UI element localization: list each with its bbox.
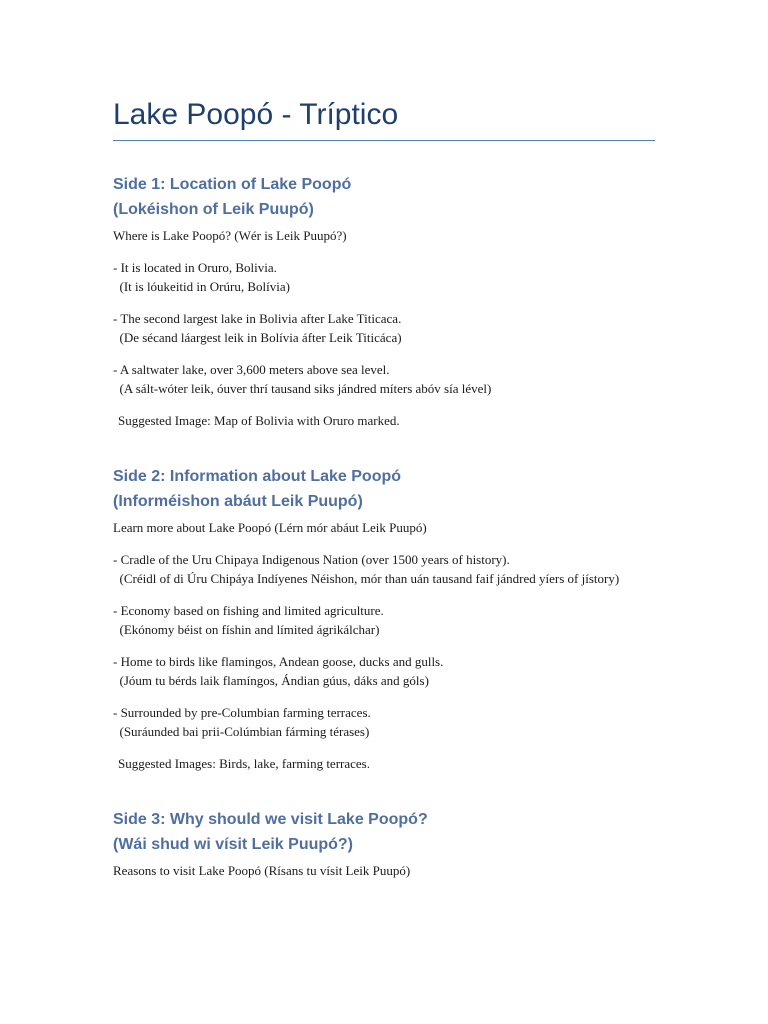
item-phonetic: (Créidl of di Úru Chipáya Indíyenes Néishon, mór than uán tausand faif jándred yíers of jístory) bbox=[119, 571, 620, 586]
document-content bbox=[113, 96, 655, 880]
item-phonetic: (It is lóukeitid in Orúru, Bolívia) bbox=[119, 279, 290, 294]
document-title: Lake Poopó - Tríptico bbox=[113, 98, 399, 131]
item-text: - A saltwater lake, over 3,600 meters above sea level. bbox=[113, 362, 390, 377]
item-phonetic: (Suráunded bai prii-Colúmbian fárming térases) bbox=[119, 724, 370, 739]
section-intro: Reasons to visit Lake Poopó (Rísans tu vísit Leik Puupó) bbox=[113, 863, 411, 878]
section-intro: Where is Lake Poopó? (Wér is Leik Puupó?) bbox=[113, 228, 347, 243]
section-intro: Learn more about Lake Poopó (Lérn mór abáut Leik Puupó) bbox=[113, 520, 427, 535]
item-text: - Home to birds like flamingos, Andean goose, ducks and gulls. bbox=[113, 654, 444, 669]
heading-line: Side 3: Why should we visit Lake Poopó? bbox=[113, 811, 428, 828]
item-text: - Economy based on fishing and limited agriculture. bbox=[113, 603, 384, 618]
suggested-image-note: Suggested Image: Map of Bolivia with Oruro marked. bbox=[118, 413, 400, 428]
heading-phonetic-line: (Lokéishon of Leik Puupó) bbox=[113, 201, 314, 218]
heading-phonetic-line: (Informéishon abáut Leik Puupó) bbox=[113, 493, 363, 510]
list-item bbox=[113, 309, 655, 347]
title-underline bbox=[113, 140, 655, 141]
list-item bbox=[113, 703, 655, 741]
heading-line: Side 2: Information about Lake Poopó bbox=[113, 468, 402, 485]
item-text: - The second largest lake in Bolivia after Lake Titicaca. bbox=[113, 311, 402, 326]
item-phonetic: (A sált-wóter leik, óuver thrí tausand siks jándred míters abóv sía lével) bbox=[119, 381, 492, 396]
section-side-3 bbox=[113, 807, 655, 880]
section-side-2 bbox=[113, 464, 655, 773]
section-heading bbox=[113, 464, 655, 514]
suggested-image-note: Suggested Images: Birds, lake, farming terraces. bbox=[118, 756, 370, 771]
item-text: - Surrounded by pre-Columbian farming terraces. bbox=[113, 705, 371, 720]
section-heading bbox=[113, 807, 655, 857]
section-side-1 bbox=[113, 172, 655, 430]
list-item bbox=[113, 550, 655, 588]
item-phonetic: (Ekónomy béist on físhin and límited ágrikálchar) bbox=[119, 622, 380, 637]
list-item bbox=[113, 652, 655, 690]
list-item bbox=[113, 360, 655, 398]
item-text: - It is located in Oruro, Bolivia. bbox=[113, 260, 277, 275]
item-phonetic: (De sécand láargest leik in Bolívia áfter Leik Titicáca) bbox=[119, 330, 402, 345]
list-item bbox=[113, 601, 655, 639]
item-phonetic: (Jóum tu bérds laik flamíngos, Ándian gúus, dáks and góls) bbox=[119, 673, 429, 688]
heading-line: Side 1: Location of Lake Poopó bbox=[113, 176, 352, 193]
item-text: - Cradle of the Uru Chipaya Indigenous Nation (over 1500 years of history). bbox=[113, 552, 510, 567]
section-heading bbox=[113, 172, 655, 222]
list-item bbox=[113, 258, 655, 296]
heading-phonetic-line: (Wái shud wi vísit Leik Puupó?) bbox=[113, 836, 354, 853]
